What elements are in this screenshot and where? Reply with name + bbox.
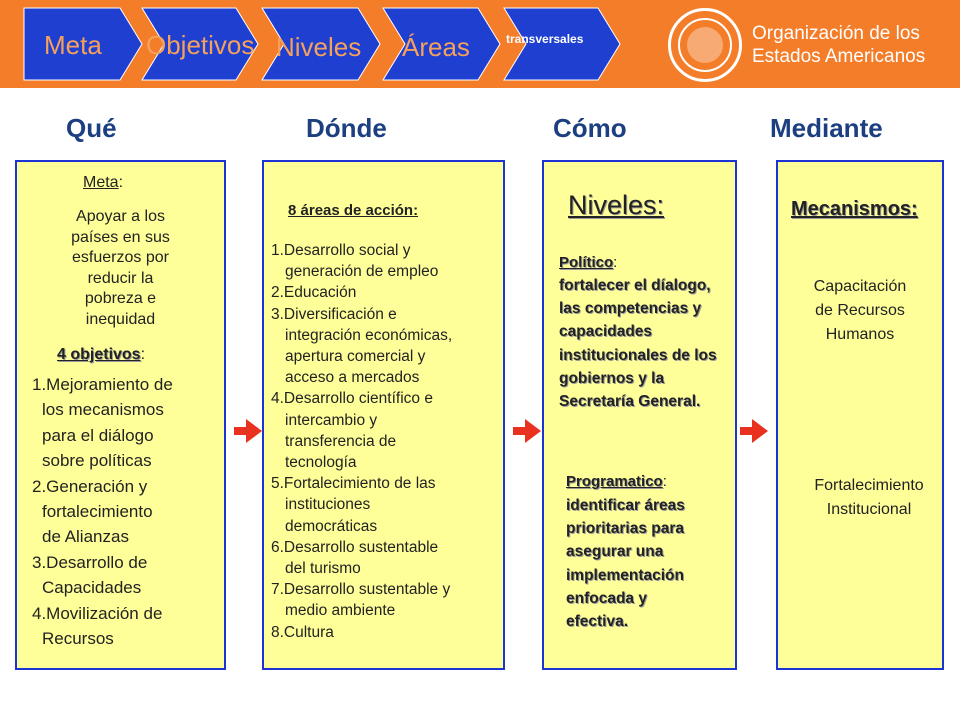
heading-donde: Dónde: [306, 113, 387, 143]
objetivo-line: 3.Desarrollo de: [32, 552, 148, 572]
politico-line: las competencias y: [559, 300, 702, 318]
politico-label-row: [559, 254, 617, 271]
objetivos-colon: :: [140, 346, 146, 363]
area-line: 5.Fortalecimiento de las: [271, 475, 436, 493]
mecanismo-line: Humanos: [825, 326, 895, 343]
area-line: 2.Educación: [271, 284, 357, 302]
programatico-text: [566, 494, 685, 633]
area-line: 3.Diversificación e: [271, 305, 397, 323]
oas-seal-icon: [668, 8, 742, 82]
mecanismo-line: Capacitación: [813, 278, 907, 295]
mecanismo-capacitacion: [778, 275, 942, 347]
meta-line: pobreza e: [84, 290, 157, 307]
programatico-line: implementación: [566, 566, 684, 584]
nav-label-transversales[interactable]: transversales: [506, 32, 584, 46]
objetivo-line: Recursos: [42, 629, 114, 649]
area-line: acceso a mercados: [285, 369, 420, 387]
programatico-line: asegurar una: [566, 543, 664, 561]
arrow-right-icon: [738, 418, 770, 444]
area-line: democráticas: [285, 517, 378, 535]
objetivo-line: 4.Movilización de: [32, 603, 163, 623]
programatico-line: enfocada y: [566, 589, 647, 607]
meta-line: reducir la: [87, 269, 154, 287]
area-line: 4.Desarrollo científico e: [271, 390, 433, 408]
arrow-right-icon: [232, 418, 264, 444]
heading-que: Qué: [66, 113, 117, 143]
meta-line: Apoyar a los: [76, 208, 165, 225]
programatico-line: prioritarias para: [566, 520, 685, 538]
programatico-label-row: [566, 473, 667, 490]
org-name-line1: Organización de los: [752, 23, 920, 44]
meta-line: inequidad: [85, 310, 156, 328]
objetivo-line: sobre políticas: [42, 451, 152, 471]
politico-colon: :: [613, 254, 618, 271]
politico-line: gobiernos y la: [559, 369, 665, 387]
meta-line: países en sus: [71, 228, 170, 246]
area-line: tecnología: [285, 454, 357, 472]
politico-line: institucionales de los: [559, 346, 717, 364]
meta-colon: :: [118, 174, 124, 191]
nav-label-meta[interactable]: Meta: [44, 30, 102, 60]
area-line: transferencia de: [285, 432, 397, 450]
objetivo-line: los mecanismos: [42, 400, 164, 420]
area-line: del turismo: [285, 560, 361, 578]
programatico-colon: :: [662, 473, 667, 490]
nav-label-niveles[interactable]: Niveles: [276, 32, 362, 62]
niveles-title: Niveles:: [568, 190, 665, 220]
objetivo-line: de Alianzas: [42, 527, 129, 547]
area-line: generación de empleo: [285, 263, 439, 281]
politico-line: capacidades: [559, 323, 653, 341]
objetivos-list: [32, 372, 173, 651]
politico-label: Político: [559, 254, 614, 271]
mecanismo-fortalecimiento: [778, 474, 944, 522]
objetivo-line: 2.Generación y: [32, 476, 148, 496]
objetivo-line: para el diálogo: [42, 425, 154, 445]
area-line: instituciones: [285, 496, 371, 514]
area-line: integración económicas,: [285, 326, 453, 344]
org-name-line2: Estados Americanos: [752, 46, 926, 67]
programatico-line: identificar áreas: [566, 497, 685, 514]
meta-text: [17, 207, 224, 330]
panel-mediante: [776, 160, 944, 670]
panel-donde: [262, 160, 505, 670]
heading-como: Cómo: [553, 113, 627, 143]
politico-line: Secretaría General.: [559, 393, 701, 411]
area-line: apertura comercial y: [285, 348, 426, 366]
arrow-right-icon: [511, 418, 543, 444]
area-line: medio ambiente: [285, 602, 396, 620]
panel-que: [15, 160, 226, 670]
area-line: 1.Desarrollo social y: [271, 242, 411, 259]
programatico-line: efectiva.: [566, 613, 629, 631]
area-line: 7.Desarrollo sustentable y: [271, 581, 451, 599]
area-line: intercambio y: [285, 411, 378, 429]
objetivos-label-row: [57, 346, 145, 364]
areas-title: 8 áreas de acción:: [288, 202, 419, 219]
areas-list: [271, 240, 452, 643]
mecanismo-line: Institucional: [826, 501, 912, 518]
panel-como: [542, 160, 737, 670]
nav-label-areas[interactable]: Áreas: [402, 32, 470, 62]
meta-label: Meta: [83, 174, 119, 191]
mecanismo-line: de Recursos: [815, 302, 905, 319]
org-name: [752, 22, 925, 68]
area-line: 6.Desarrollo sustentable: [271, 538, 439, 556]
objetivo-line: 1.Mejoramiento de: [32, 375, 173, 394]
mecanismos-title: Mecanismos:: [791, 198, 918, 220]
header-bar: [0, 0, 960, 88]
politico-line: fortalecer el díalogo,: [559, 277, 711, 294]
heading-mediante: Mediante: [770, 113, 883, 143]
area-line: 8.Cultura: [271, 623, 334, 641]
meta-line: esfuerzos por: [72, 249, 169, 266]
objetivo-line: fortalecimiento: [42, 502, 153, 522]
meta-label-row: [83, 174, 123, 192]
programatico-label: Programatico: [566, 473, 663, 490]
mecanismo-line: Fortalecimiento: [814, 477, 924, 494]
politico-text: [559, 274, 717, 413]
nav-label-objetivos[interactable]: Objetivos: [146, 30, 255, 60]
objetivo-line: Capacidades: [42, 578, 142, 598]
objetivos-label: 4 objetivos: [57, 346, 141, 363]
